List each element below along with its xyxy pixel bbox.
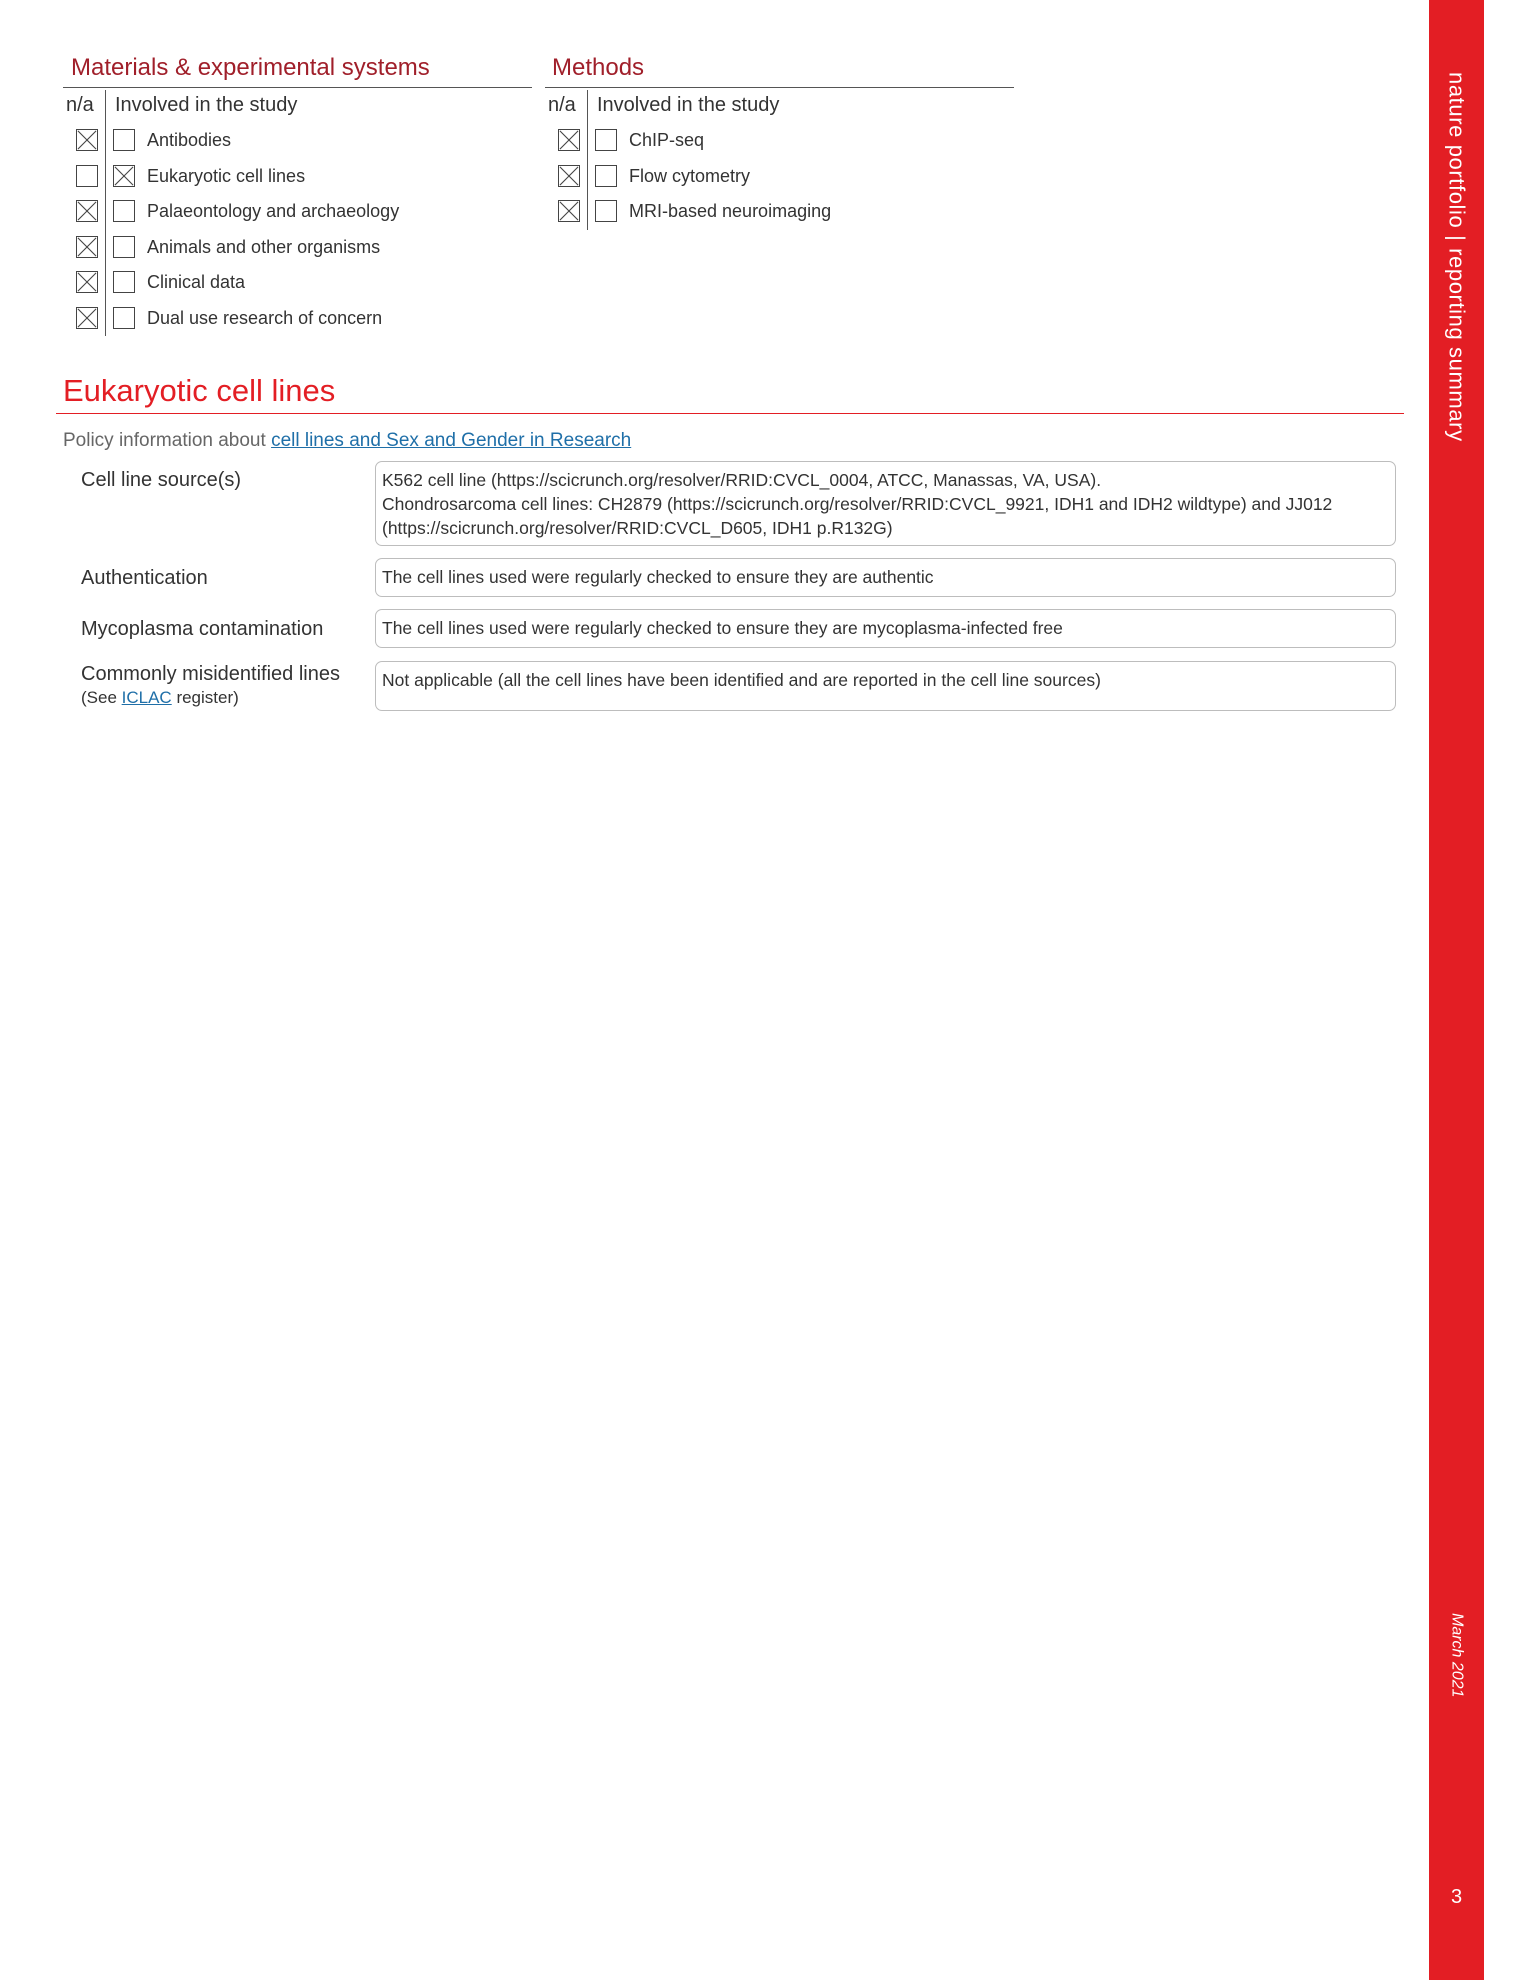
mycoplasma-field[interactable] bbox=[375, 609, 1396, 648]
materials-row bbox=[76, 307, 456, 331]
page-number: 3 bbox=[1450, 1886, 1463, 1908]
misidentified-note bbox=[81, 688, 340, 708]
source-line: (https://scicrunch.org/resolver/RRID:CVCL_D605, IDH1 p.R132G) bbox=[382, 518, 893, 538]
materials-row bbox=[76, 200, 456, 224]
materials-header-rule bbox=[63, 87, 532, 88]
na-checkbox[interactable] bbox=[76, 200, 98, 222]
na-checkbox[interactable] bbox=[558, 165, 580, 187]
checklist-item-label: Eukaryotic cell lines bbox=[147, 165, 306, 186]
iclac-link[interactable]: ICLAC bbox=[121, 688, 172, 707]
authentication-field[interactable] bbox=[375, 558, 1396, 597]
na-checkbox[interactable] bbox=[76, 165, 98, 187]
methods-row bbox=[558, 129, 938, 153]
methods-row bbox=[558, 165, 938, 189]
na-checkbox[interactable] bbox=[558, 129, 580, 151]
checklist-item-label: Antibodies bbox=[147, 130, 232, 150]
checklist-item-label: ChIP-seq bbox=[629, 130, 705, 150]
involved-checkbox[interactable] bbox=[113, 165, 135, 187]
misidentified-title: Commonly misidentified lines bbox=[81, 663, 340, 685]
sidebar-brand: nature portfolio | reporting summary bbox=[1444, 72, 1470, 442]
materials-row bbox=[76, 165, 456, 189]
checklist-item-label: Palaeontology and archaeology bbox=[147, 201, 400, 221]
involved-checkbox[interactable] bbox=[113, 236, 135, 258]
materials-row bbox=[76, 129, 456, 153]
misidentified-field[interactable] bbox=[375, 661, 1396, 711]
mycoplasma-label: Mycoplasma contamination bbox=[81, 618, 324, 640]
methods-title: Methods bbox=[552, 54, 645, 81]
methods-col-na: n/a bbox=[548, 94, 576, 116]
source-line: K562 cell line (https://scicrunch.org/resolver/RRID:CVCL_0004, ATCC, Manassas, VA, USA). bbox=[382, 470, 1102, 490]
checklist-item-label: Clinical data bbox=[147, 272, 246, 292]
section-title-rule bbox=[56, 413, 1404, 414]
mycoplasma-value: The cell lines used were regularly checked to ensure they are mycoplasma-infected free bbox=[382, 618, 1063, 638]
materials-row bbox=[76, 271, 456, 295]
checklist-item-label: Flow cytometry bbox=[629, 165, 751, 186]
materials-title: Materials & experimental systems bbox=[71, 54, 430, 81]
na-checkbox[interactable] bbox=[76, 236, 98, 258]
methods-row bbox=[558, 200, 938, 224]
materials-col-na: n/a bbox=[66, 94, 94, 116]
sidebar-date: March 2021 bbox=[1448, 1613, 1466, 1698]
red-sidebar bbox=[1429, 0, 1484, 1980]
policy-info bbox=[63, 430, 631, 452]
methods-col-involved: Involved in the study bbox=[597, 94, 780, 116]
authentication-label: Authentication bbox=[81, 567, 208, 589]
misidentified-note-suffix: register) bbox=[171, 688, 239, 707]
checklist-item-label: Animals and other organisms bbox=[147, 236, 381, 257]
involved-checkbox[interactable] bbox=[113, 129, 135, 151]
materials-row bbox=[76, 236, 456, 260]
policy-link[interactable]: cell lines and Sex and Gender in Research bbox=[271, 430, 632, 451]
checklist-item-label: Dual use research of concern bbox=[147, 307, 383, 328]
source-line: Chondrosarcoma cell lines: CH2879 (https://scicrunch.org/resolver/RRID:CVCL_9921, IDH1 and IDH2 wildtype) and JJ012 bbox=[382, 494, 1333, 514]
involved-checkbox[interactable] bbox=[595, 129, 617, 151]
misidentified-value: Not applicable (all the cell lines have been identified and are reported in the cell line sources) bbox=[382, 670, 1101, 690]
na-checkbox[interactable] bbox=[76, 129, 98, 151]
involved-checkbox[interactable] bbox=[595, 200, 617, 222]
involved-checkbox[interactable] bbox=[595, 165, 617, 187]
involved-checkbox[interactable] bbox=[113, 307, 135, 329]
na-checkbox[interactable] bbox=[558, 200, 580, 222]
source-label: Cell line source(s) bbox=[81, 469, 242, 491]
materials-col-involved: Involved in the study bbox=[115, 94, 298, 116]
checklist-item-label: MRI-based neuroimaging bbox=[629, 201, 832, 221]
policy-prefix: Policy information about bbox=[63, 430, 272, 451]
authentication-value: The cell lines used were regularly checked to ensure they are authentic bbox=[382, 567, 934, 587]
na-checkbox[interactable] bbox=[76, 307, 98, 329]
section-title: Eukaryotic cell lines bbox=[63, 373, 336, 408]
misidentified-label bbox=[81, 663, 340, 708]
methods-header-rule bbox=[545, 87, 1014, 88]
na-checkbox[interactable] bbox=[76, 271, 98, 293]
misidentified-note-prefix: (See bbox=[81, 688, 122, 707]
involved-checkbox[interactable] bbox=[113, 271, 135, 293]
involved-checkbox[interactable] bbox=[113, 200, 135, 222]
source-field[interactable] bbox=[375, 461, 1396, 546]
